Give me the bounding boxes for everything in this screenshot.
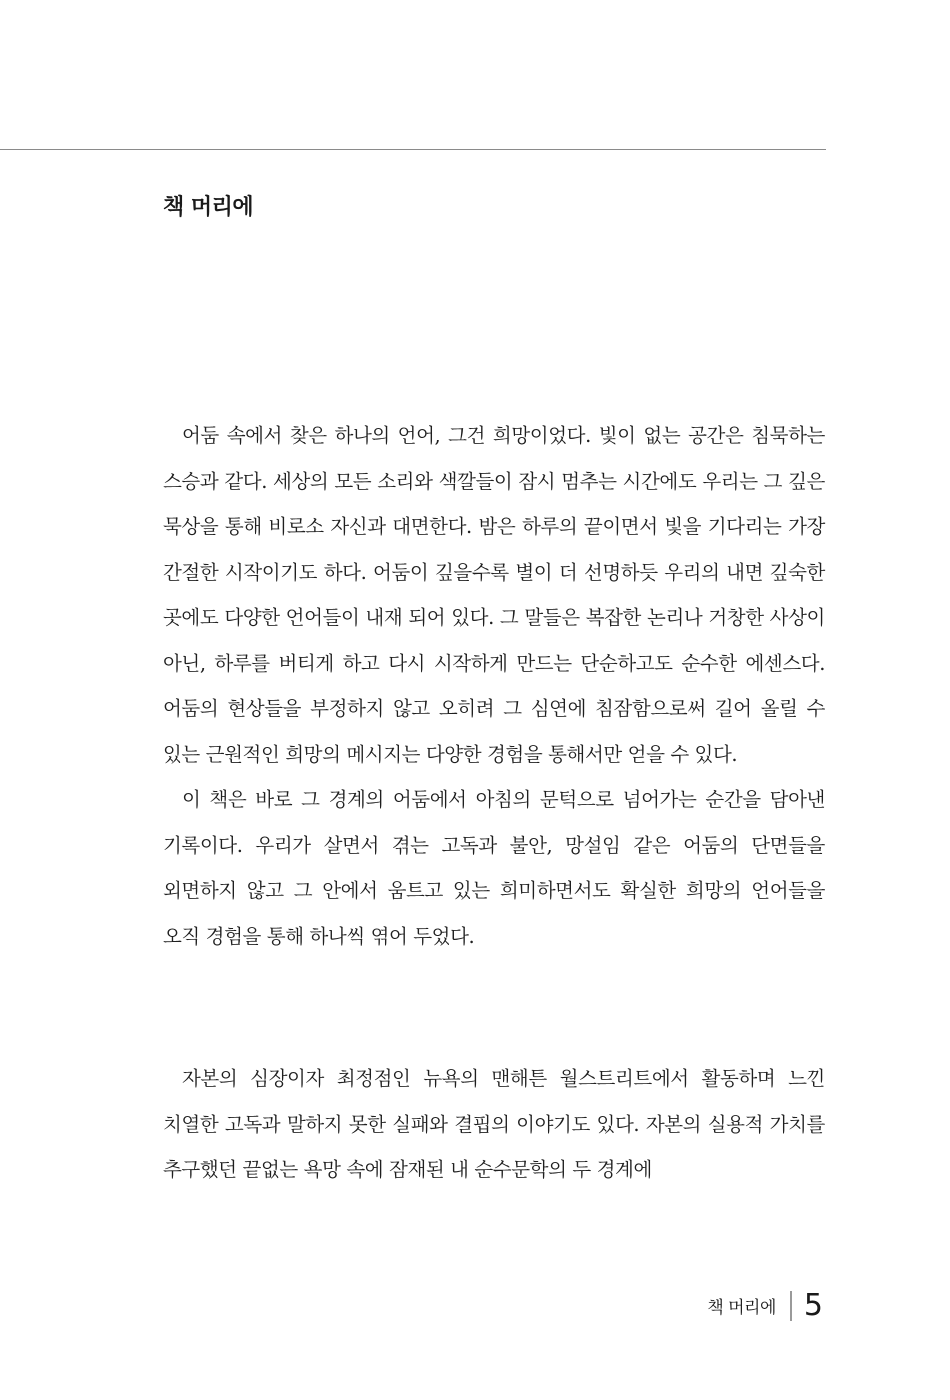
body-text-block-2 — [163, 1056, 825, 1193]
paragraph-1: 어둠 속에서 찾은 하나의 언어, 그건 희망이었다. 빛이 없는 공간은 침묵하는 스승과 같다. 세상의 모든 소리와 색깔들이 잠시 멈추는 시간에도 우리는 그 깊은 묵상을 통해 비로소 자신과 대면한다. 밤은 하루의 끝이면서 빛을 기다리는 가장 간절한 시작이기도 하다. 어둠이 깊을수록 별이 더 선명하듯 우리의 내면 깊숙한 곳에도 다양한 언어들이 내재 되어 있다. 그 말들은 복잡한 논리나 거창한 사상이 아닌, 하루를 버티게 하고 다시 시작하게 만드는 단순하고도 순수한 에센스다. 어둠의 현상들을 부정하지 않고 오히려 그 심연에 침잠함으로써 길어 올릴 수 있는 근원적인 희망의 메시지는 다양한 경험을 통해서만 얻을 수 있다. — [163, 424, 825, 766]
paragraph-2: 이 책은 바로 그 경계의 어둠에서 아침의 문턱으로 넘어가는 순간을 담아낸 기록이다. 우리가 살면서 겪는 고독과 불안, 망설임 같은 어둠의 단면들을 외면하지 않고 그 안에서 움트고 있는 희미하면서도 확실한 희망의 언어들을 오직 경험을 통해 하나씩 엮어 두었다. — [163, 788, 825, 948]
chapter-title: 책 머리에 — [163, 195, 254, 220]
running-title: 책 머리에 — [707, 1298, 776, 1318]
footer-divider — [790, 1291, 792, 1321]
header-rule — [0, 149, 826, 150]
paragraph-3: 자본의 심장이자 최정점인 뉴욕의 맨해튼 월스트리트에서 활동하며 느낀 치열한 고독과 말하지 못한 실패와 결핍의 이야기도 있다. 자본의 실용적 가치를 추구했던 끝없는 욕망 속에 잠재된 내 순수문학의 두 경계에 — [163, 1067, 825, 1181]
page-footer — [707, 1288, 823, 1323]
page-number: 5 — [803, 1288, 823, 1323]
body-text-block-1 — [163, 413, 825, 959]
